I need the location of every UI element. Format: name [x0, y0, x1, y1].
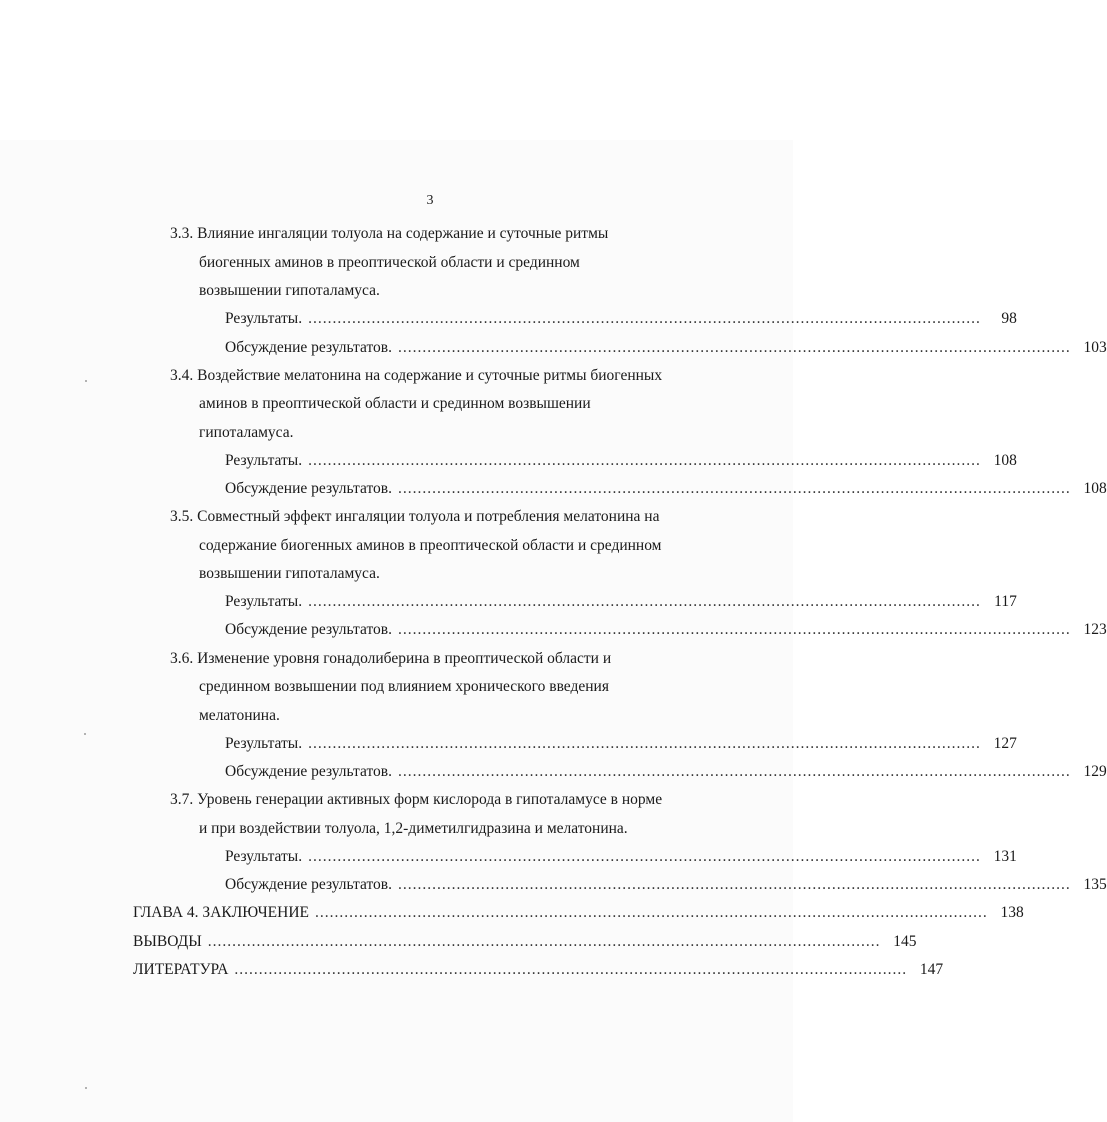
toc-page-number: 131 — [993, 848, 1017, 865]
toc-page-number: 108 — [993, 452, 1017, 469]
section-3-3-title-line-3: возвышении гипоталамуса. — [199, 282, 380, 299]
toc-entry-3-5-results[interactable] — [225, 592, 1017, 612]
toc-entry-conclusions[interactable] — [133, 932, 917, 952]
toc-entry-label: ГЛАВА 4. ЗАКЛЮЧЕНИЕ — [133, 904, 309, 921]
toc-entry-label: Обсуждение результатов. — [225, 876, 392, 893]
toc-page-number: 127 — [993, 735, 1017, 752]
dot-leader: .......................................................................................................................................... — [308, 848, 981, 865]
section-3-3-title-line-1: 3.3. Влияние ингаляции толуола на содержание и суточные ритмы — [170, 225, 609, 242]
toc-entry-3-6-discussion[interactable] — [225, 762, 1107, 782]
section-3-6-title-line-3: мелатонина. — [199, 707, 280, 724]
toc-page-number: 129 — [1083, 763, 1107, 780]
section-3-4-title-line-1: 3.4. Воздействие мелатонина на содержание и суточные ритмы биогенных — [170, 367, 663, 384]
toc-entry-3-4-discussion[interactable] — [225, 479, 1107, 499]
dot-leader: .......................................................................................................................................... — [397, 763, 1071, 780]
section-3-6-title-line-2: срединном возвышении под влиянием хронического введения — [199, 678, 609, 695]
toc-page-number: 103 — [1083, 339, 1107, 356]
dot-leader: .......................................................................................................................................... — [308, 310, 981, 327]
section-3-4-title-line-3: гипоталамуса. — [199, 424, 294, 441]
page-number: 3 — [426, 193, 434, 208]
scan-speck — [84, 733, 86, 735]
dot-leader: .......................................................................................................................................... — [397, 876, 1071, 893]
toc-entry-label: Результаты. — [225, 735, 303, 752]
toc-entry-label: Результаты. — [225, 848, 303, 865]
toc-page-number: 98 — [1001, 310, 1017, 327]
dot-leader: .......................................................................................................................................... — [308, 452, 981, 469]
toc-page-number: 135 — [1083, 876, 1107, 893]
section-3-5-title-line-1: 3.5. Совместный эффект ингаляции толуола и потребления мелатонина на — [170, 508, 660, 525]
toc-entry-literature[interactable] — [133, 960, 944, 980]
toc-page-number: 145 — [893, 933, 917, 950]
dot-leader: .......................................................................................................................................... — [397, 339, 1071, 356]
toc-entry-label: Обсуждение результатов. — [225, 621, 392, 638]
toc-entry-label: Обсуждение результатов. — [225, 480, 392, 497]
dot-leader: .......................................................................................................................................... — [397, 621, 1071, 638]
section-3-6-title-line-1: 3.6. Изменение уровня гонадолиберина в преоптической области и — [170, 650, 612, 667]
section-3-5-title-line-3: возвышении гипоталамуса. — [199, 565, 380, 582]
toc-entry-label: Результаты. — [225, 593, 303, 610]
toc-entry-label: ЛИТЕРАТУРА — [133, 961, 229, 978]
toc-entry-3-3-results[interactable] — [225, 309, 1017, 329]
dot-leader: .......................................................................................................................................... — [314, 904, 988, 921]
toc-page-number: 123 — [1083, 621, 1107, 638]
toc-page-number: 138 — [1000, 904, 1024, 921]
scan-speck — [85, 380, 87, 382]
toc-entry-label: Результаты. — [225, 310, 303, 327]
toc-entry-3-5-discussion[interactable] — [225, 620, 1107, 640]
section-3-7-title-line-1: 3.7. Уровень генерации активных форм кислорода в гипоталамусе в норме — [170, 791, 663, 808]
toc-entry-3-7-results[interactable] — [225, 847, 1017, 867]
toc-entry-3-7-discussion[interactable] — [225, 875, 1107, 895]
toc-entry-label: ВЫВОДЫ — [133, 933, 202, 950]
toc-page-number: 147 — [919, 961, 944, 978]
toc-entry-label: Обсуждение результатов. — [225, 339, 392, 356]
section-3-5-title-line-2: содержание биогенных аминов в преоптической области и срединном — [199, 537, 662, 554]
toc-entry-3-4-results[interactable] — [225, 451, 1017, 471]
toc-entry-chapter-4[interactable] — [133, 903, 1024, 923]
toc-entry-3-3-discussion[interactable] — [225, 338, 1107, 358]
dot-leader: .......................................................................................................................................... — [308, 735, 981, 752]
toc-page-number: 108 — [1083, 480, 1107, 497]
dot-leader: .......................................................................................................................................... — [207, 933, 881, 950]
section-3-7-title-line-2: и при воздействии толуола, 1,2-диметилгидразина и мелатонина. — [199, 820, 628, 837]
toc-page-number: 117 — [994, 593, 1017, 610]
scan-speck — [85, 1087, 87, 1089]
page-top-margin — [0, 0, 793, 140]
dot-leader: .......................................................................................................................................... — [308, 593, 981, 610]
section-3-4-title-line-2: аминов в преоптической области и срединном возвышении — [199, 395, 591, 412]
section-3-3-title-line-2: биогенных аминов в преоптической области и срединном — [199, 254, 580, 271]
dot-leader: .......................................................................................................................................... — [397, 480, 1071, 497]
toc-entry-3-6-results[interactable] — [225, 734, 1017, 754]
toc-entry-label: Обсуждение результатов. — [225, 763, 392, 780]
toc-entry-label: Результаты. — [225, 452, 303, 469]
dot-leader: .......................................................................................................................................... — [234, 961, 908, 978]
